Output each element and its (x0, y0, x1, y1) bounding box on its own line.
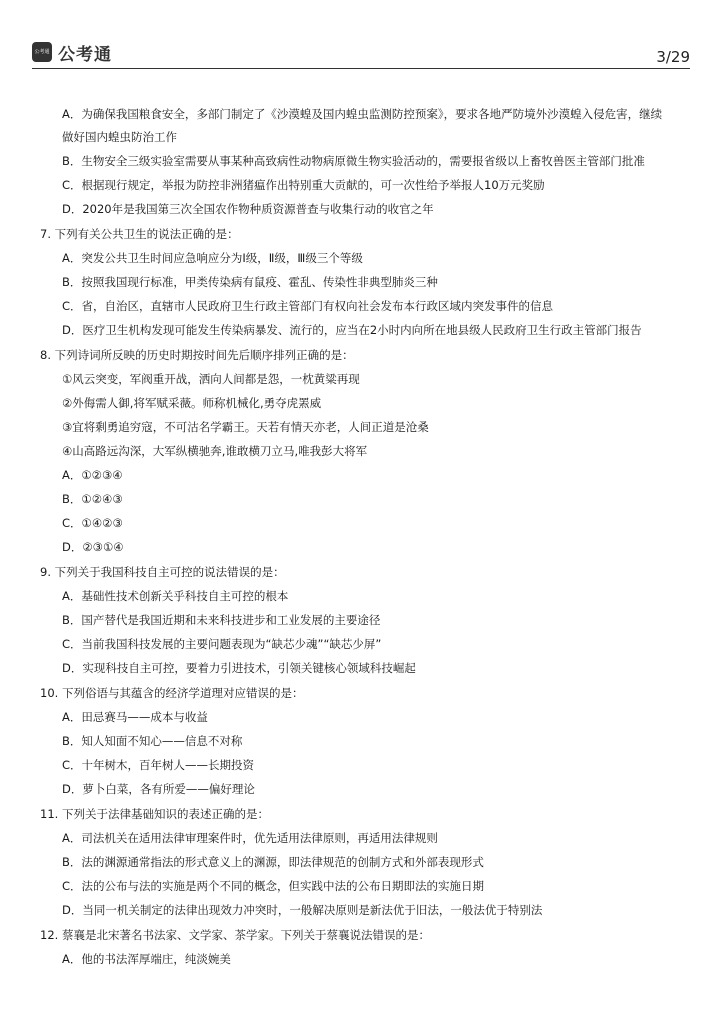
option-line: ②外侮需人御,将军赋采薇。师称机械化,勇夺虎罴威 (62, 396, 322, 410)
logo-small-text: 公考通 (34, 49, 50, 55)
option-line: D．实现科技自主可控，要着力引进技术，引领关键核心领域科技崛起 (62, 661, 416, 675)
option-line: A．突发公共卫生时间应急响应分为Ⅰ级，Ⅱ级，Ⅲ级三个等级 (62, 251, 363, 265)
logo-title: 公考通 (58, 45, 112, 65)
question-line: 11. 下列关于法律基础知识的表述正确的是： (40, 807, 269, 821)
option-line: A．基础性技术创新关乎科技自主可控的根本 (62, 589, 289, 603)
option-line: B．法的渊源通常指法的形式意义上的渊源，即法律规范的创制方式和外部表现形式 (62, 855, 484, 869)
option-line: C．十年树木，百年树人——长期投资 (62, 758, 255, 772)
option-line: A．①②③④ (62, 468, 123, 482)
page-header (32, 40, 690, 69)
option-line: B．国产替代是我国近期和未来科技进步和工业发展的主要途径 (62, 613, 381, 627)
option-line: C．省，自治区，直辖市人民政府卫生行政主管部门有权向社会发布本行政区域内突发事件的信息 (62, 299, 554, 313)
option-line: A．为确保我国粮食安全，多部门制定了《沙漠蝗及国内蝗虫监测防控预案》，要求各地严防境外沙漠蝗入侵危害，继续 (62, 107, 663, 121)
option-line: D．萝卜白菜，各有所爱——偏好理论 (62, 782, 255, 796)
option-line: ④山高路远沟深，大军纵横驰奔,谁敢横刀立马,唯我彭大将军 (62, 444, 368, 458)
option-line: A．田忌赛马——成本与收益 (62, 710, 208, 724)
option-line: D．②③①④ (62, 540, 124, 554)
option-line: C．①④②③ (62, 516, 123, 530)
option-line: C．当前我国科技发展的主要问题表现为“缺芯少魂”“缺芯少屏” (62, 637, 382, 651)
option-line: A．他的书法浑厚端庄，纯淡婉美 (62, 952, 231, 966)
page-number: 3/29 (656, 48, 690, 66)
logo-icon (32, 42, 52, 62)
option-line: D．2020年是我国第三次全国农作物种质资源普查与收集行动的收官之年 (62, 202, 434, 216)
question-line: 10. 下列俗语与其蕴含的经济学道理对应错误的是： (40, 686, 304, 700)
option-line: B．按照我国现行标准，甲类传染病有鼠疫、霍乱、传染性非典型肺炎三种 (62, 275, 438, 289)
option-line: B．①②④③ (62, 492, 123, 506)
option-line: 做好国内蝗虫防治工作 (62, 130, 177, 144)
option-line: ③宜将剩勇追穷寇，不可沽名学霸王。天若有情天亦老，人间正道是沧桑 (62, 420, 429, 434)
option-line: A．司法机关在适用法律审理案件时，优先适用法律原则，再适用法律规则 (62, 831, 438, 845)
option-line: B．知人知面不知心——信息不对称 (62, 734, 243, 748)
option-line: D．医疗卫生机构发现可能发生传染病暴发、流行的，应当在2小时内向所在地县级人民政府卫生行政主管部门报告 (62, 323, 642, 337)
option-line: C．根据现行规定，举报为防控非洲猪瘟作出特别重大贡献的，可一次性给予举报人10万元奖励 (62, 178, 545, 192)
option-line: B．生物安全三级实验室需要从事某种高致病性动物病原微生物实验活动的，需要报省级以上畜牧兽医主管部门批准 (62, 154, 645, 168)
question-line: 7. 下列有关公共卫生的说法正确的是： (40, 227, 239, 241)
question-line: 8. 下列诗词所反映的历史时期按时间先后顺序排列正确的是： (40, 348, 354, 362)
option-line: ①风云突变，军阀重开战，洒向人间都是怨，一枕黄粱再现 (62, 372, 360, 386)
option-line: D．当同一机关制定的法律出现效力冲突时，一般解决原则是新法优于旧法，一般法优于特别法 (62, 903, 543, 917)
option-line: C．法的公布与法的实施是两个不同的概念，但实践中法的公布日期即法的实施日期 (62, 879, 485, 893)
question-line: 12. 蔡襄是北宋著名书法家、文学家、茶学家。下列关于蔡襄说法错误的是： (40, 928, 430, 942)
question-line: 9. 下列关于我国科技自主可控的说法错误的是： (40, 565, 285, 579)
